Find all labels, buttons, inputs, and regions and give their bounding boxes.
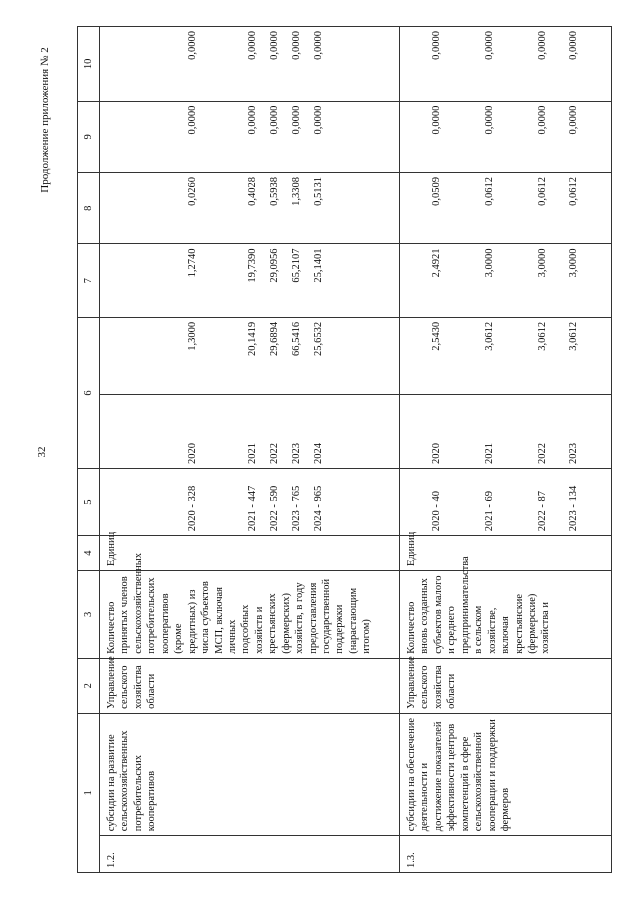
value: 2023 - 765 bbox=[291, 485, 302, 532]
value: 0,0000 bbox=[431, 105, 442, 135]
header-col-6: 6 bbox=[78, 317, 100, 468]
value: 2023 - 134 bbox=[568, 485, 579, 532]
value: 0,5131 bbox=[313, 177, 324, 206]
header-col-2: 2 bbox=[78, 658, 100, 713]
value: 0,0000 bbox=[269, 105, 280, 135]
value: 0,0000 bbox=[568, 31, 579, 60]
col6-amounts bbox=[400, 317, 612, 395]
value: 66,5416 bbox=[291, 321, 302, 357]
value: 20,1419 bbox=[247, 321, 258, 357]
value: 0,0000 bbox=[247, 105, 258, 135]
row-index: 1.3. bbox=[400, 836, 612, 873]
value: 2021 bbox=[247, 442, 258, 464]
value: 1,3000 bbox=[187, 321, 198, 351]
value: 2024 bbox=[313, 442, 324, 464]
header-col-5: 5 bbox=[78, 468, 100, 535]
col5-values bbox=[400, 468, 612, 535]
value: 0,0000 bbox=[291, 105, 302, 135]
value: 0,0612 bbox=[537, 177, 548, 206]
value: 2020 - 40 bbox=[431, 491, 442, 532]
value: 0,0000 bbox=[247, 31, 258, 60]
value: 0,0509 bbox=[431, 177, 442, 206]
row-index: 1.2. bbox=[100, 836, 400, 873]
value: 0,0000 bbox=[187, 105, 198, 135]
table-row bbox=[400, 27, 612, 873]
value: 0,0000 bbox=[291, 31, 302, 60]
value: 29,0956 bbox=[269, 248, 280, 283]
value: 0,0000 bbox=[484, 31, 495, 60]
value: 0,0000 bbox=[431, 31, 442, 60]
value: 0,4028 bbox=[247, 177, 258, 206]
value: 0,0000 bbox=[269, 31, 280, 60]
value: 3,0612 bbox=[537, 321, 548, 351]
value: 3,0612 bbox=[484, 321, 495, 351]
value: 2022 - 87 bbox=[537, 491, 548, 532]
value: 25,1401 bbox=[313, 248, 324, 283]
col6-years bbox=[400, 395, 612, 468]
header-row bbox=[78, 27, 100, 873]
subsidy-table bbox=[77, 26, 612, 873]
rotated-table-wrapper bbox=[77, 26, 610, 873]
row-org: Управление сельского хозяйства области bbox=[400, 658, 612, 713]
page-number: 32 bbox=[36, 446, 48, 458]
col9-values bbox=[100, 101, 400, 172]
appendix-title: Продолжение приложения № 2 bbox=[39, 47, 51, 193]
col10-values bbox=[400, 27, 612, 102]
value: 0,0000 bbox=[537, 31, 548, 60]
value: 3,0000 bbox=[568, 248, 579, 278]
value: 0,5938 bbox=[269, 177, 280, 206]
value: 29,6894 bbox=[269, 321, 280, 357]
value: 2,5430 bbox=[431, 321, 442, 351]
value: 2022 bbox=[537, 442, 548, 464]
value: 65,2107 bbox=[291, 248, 302, 283]
row-indicator: Количество вновь созданных субъектов малого и среднего предпринимательства в сельском хозяйстве, включая крестьянские (фермерские) хозяйства и bbox=[400, 570, 612, 658]
value: 0,0000 bbox=[313, 105, 324, 135]
value: 2,4921 bbox=[431, 248, 442, 278]
value: 1,3308 bbox=[291, 177, 302, 206]
row-unit: Единиц bbox=[100, 536, 400, 571]
col8-values bbox=[100, 173, 400, 244]
col5-values bbox=[100, 468, 400, 535]
row-org: Управление сельского хозяйства области bbox=[100, 658, 400, 713]
value: 0,0612 bbox=[484, 177, 495, 206]
value: 2021 - 69 bbox=[484, 491, 495, 532]
value: 2020 bbox=[431, 442, 442, 464]
col10-values bbox=[100, 27, 400, 102]
header-col-1: 1 bbox=[78, 713, 100, 872]
col6-years bbox=[100, 395, 400, 468]
col7-values bbox=[400, 244, 612, 317]
value: 2023 bbox=[291, 442, 302, 464]
value: 3,0000 bbox=[484, 248, 495, 278]
value: 2021 bbox=[484, 442, 495, 464]
value: 0,0000 bbox=[313, 31, 324, 60]
value: 2021 - 447 bbox=[247, 485, 258, 532]
header-col-3: 3 bbox=[78, 570, 100, 658]
value: 19,7390 bbox=[247, 248, 258, 283]
value: 2024 - 965 bbox=[313, 485, 324, 532]
value: 2022 - 590 bbox=[269, 485, 280, 532]
col6-amounts bbox=[100, 317, 400, 395]
value: 0,0000 bbox=[484, 105, 495, 135]
row-name: субсидии на обеспечение деятельности и достижение показателей эффективности центров компетенций в сфере сельскохозяйственной кооперации и поддержки фермеров bbox=[400, 713, 612, 835]
col7-values bbox=[100, 244, 400, 317]
value: 0,0000 bbox=[187, 31, 198, 60]
value: 0,0000 bbox=[568, 105, 579, 135]
value: 0,0260 bbox=[187, 177, 198, 206]
value: 2023 bbox=[568, 442, 579, 464]
col9-values bbox=[400, 101, 612, 172]
value: 3,0000 bbox=[537, 248, 548, 278]
value: 0,0612 bbox=[568, 177, 579, 206]
value: 3,0612 bbox=[568, 321, 579, 351]
row-indicator: Количество принятых членов сельскохозяйственных потребительских кооперативов (кроме кредитных) из числа субъектов МСП, включая личных подсобных хозяйств и крестьянских (фермерских) хозяйств, в году предоставления государственной поддержки (нарастающим итогом) bbox=[100, 570, 400, 658]
row-unit: Единиц bbox=[400, 536, 612, 571]
row-name: субсидии на развитие сельскохозяйственных потребительских кооперативов bbox=[100, 713, 400, 835]
value: 1,2740 bbox=[187, 248, 198, 278]
value: 25,6532 bbox=[313, 321, 324, 357]
header-col-10: 10 bbox=[78, 27, 100, 102]
header-col-8: 8 bbox=[78, 173, 100, 244]
header-col-7: 7 bbox=[78, 244, 100, 317]
col8-values bbox=[400, 173, 612, 244]
header-col-4: 4 bbox=[78, 536, 100, 571]
value: 2020 - 328 bbox=[187, 485, 198, 532]
value: 0,0000 bbox=[537, 105, 548, 135]
table-row bbox=[100, 27, 400, 873]
value: 2020 bbox=[187, 442, 198, 464]
header-col-9: 9 bbox=[78, 101, 100, 172]
value: 2022 bbox=[269, 442, 280, 464]
